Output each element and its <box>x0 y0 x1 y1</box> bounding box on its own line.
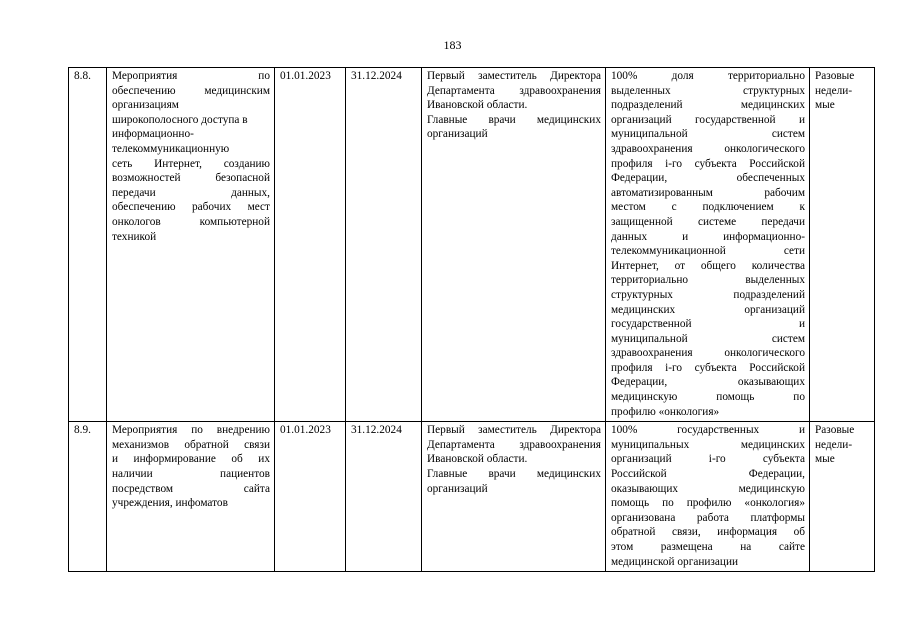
text-line: оказывающих медицинскую <box>611 482 805 495</box>
responsible-chief-doctors: Главные врачи медицинских организаций <box>427 468 601 495</box>
text-line: муниципальной систем <box>611 128 805 141</box>
text-line: недели- <box>815 84 853 97</box>
text-line: телекоммуникационной сети <box>611 245 805 258</box>
row-number-cell: 8.9. <box>69 422 107 572</box>
responsible-cell <box>422 422 606 572</box>
text-line: подразделений медицинских <box>611 99 805 112</box>
text-line: сеть Интернет, созданию <box>112 157 270 170</box>
text-line: структурных подразделений <box>611 288 805 301</box>
responsible-official: Первый заместитель Директора Департамента здравоохранения Ивановской области. <box>427 70 601 112</box>
text-line: обеспечению рабочих мест <box>112 201 270 214</box>
text-line: учреждения, инфоматов <box>112 497 228 510</box>
text-line: Федерации, оказывающих <box>611 376 805 389</box>
page-number: 183 <box>443 38 462 52</box>
text-line: медицинских организаций <box>611 303 805 316</box>
text-line: автоматизированным рабочим <box>611 186 805 199</box>
text-line: профилю «онкология» <box>611 405 720 418</box>
text-line: медицинскую помощь по <box>611 391 805 404</box>
table-row <box>69 422 875 572</box>
text-line: 100% доля территориально <box>611 70 805 82</box>
text-line: недели- <box>815 438 853 451</box>
text-line: и информирование об их <box>112 453 270 466</box>
text-line: территориально выделенных <box>611 274 805 287</box>
text-line: местом с подключением к <box>611 201 805 214</box>
event-cell <box>107 422 275 572</box>
text-line: обеспечению медицинским <box>112 84 270 97</box>
result-cell <box>606 422 810 572</box>
text-line: Интернет, от общего количества <box>611 259 805 272</box>
text-line: передачи данных, <box>112 186 270 199</box>
text-line: Мероприятия по внедрению <box>112 424 270 437</box>
table-row <box>69 68 875 422</box>
text-line: профиля i-го субъекта Российской <box>611 361 805 374</box>
measures-table <box>68 67 875 572</box>
text-line: здравоохранения онкологического <box>611 347 805 360</box>
start-date-cell: 01.01.2023 <box>275 422 346 572</box>
text-line: выделенных структурных <box>611 84 805 97</box>
text-line: Разовые <box>815 70 855 82</box>
text-line: информационно- <box>112 128 194 141</box>
responsible-official: Первый заместитель Директора Департамента здравоохранения Ивановской области. <box>427 424 601 466</box>
text-line: медицинской организации <box>611 555 739 568</box>
text-line: 100% государственных и <box>611 424 805 437</box>
row-number-cell: 8.8. <box>69 68 107 422</box>
periodicity-cell <box>810 422 875 572</box>
text-line: техникой <box>112 230 157 243</box>
text-line: организована работа платформы <box>611 511 805 524</box>
text-line: мые <box>815 453 835 466</box>
text-line: мые <box>815 99 835 112</box>
text-line: обратной связи, информация об <box>611 526 805 539</box>
text-line: государственной и <box>611 318 805 331</box>
text-line: широкополосного доступа в <box>112 113 248 126</box>
text-line: здравоохранения онкологического <box>611 142 805 155</box>
text-line: организаций i-го субъекта <box>611 453 805 466</box>
text-line: Федерации, обеспеченных <box>611 172 805 185</box>
text-line: механизмов обратной связи <box>112 438 270 451</box>
text-line: посредством сайта <box>112 482 270 495</box>
text-line: Мероприятия по <box>112 70 270 82</box>
responsible-cell <box>422 68 606 422</box>
text-line: этом размещена на сайте <box>611 541 805 553</box>
text-line: наличии пациентов <box>112 468 270 481</box>
text-line: онкологов компьютерной <box>112 215 270 228</box>
text-line: данных и информационно- <box>611 230 805 243</box>
event-cell <box>107 68 275 422</box>
text-line: помощь по профилю «онкология» <box>611 497 805 510</box>
text-line: муниципальных медицинских <box>611 438 805 451</box>
text-line: профиля i-го субъекта Российской <box>611 157 805 170</box>
text-line: Российской Федерации, <box>611 468 805 481</box>
responsible-chief-doctors: Главные врачи медицинских организаций <box>427 113 601 141</box>
end-date-cell: 31.12.2024 <box>346 422 422 572</box>
end-date-cell: 31.12.2024 <box>346 68 422 422</box>
start-date-cell: 01.01.2023 <box>275 68 346 422</box>
text-line: муниципальной систем <box>611 332 805 345</box>
periodicity-cell <box>810 68 875 422</box>
text-line: Разовые <box>815 424 855 437</box>
text-line: защищенной системе передачи <box>611 215 805 228</box>
text-line: организаций государственной и <box>611 113 805 126</box>
text-line: возможностей безопасной <box>112 172 270 185</box>
text-line: телекоммуникационную <box>112 142 230 155</box>
text-line: организациям <box>112 99 179 112</box>
result-cell <box>606 68 810 422</box>
